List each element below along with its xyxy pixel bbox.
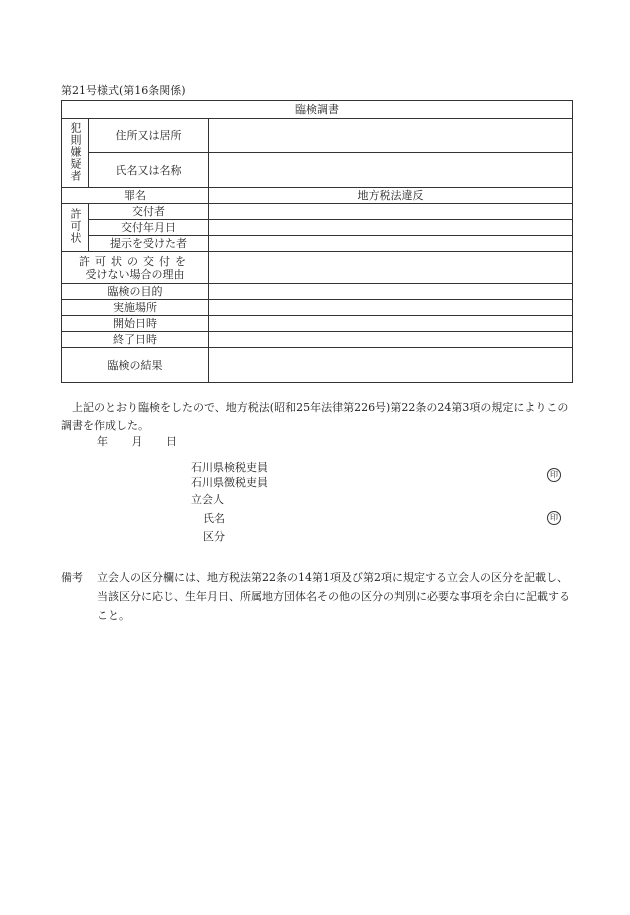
issue-date-value[interactable] (209, 220, 573, 236)
purpose-value[interactable] (209, 284, 573, 300)
place-value[interactable] (209, 300, 573, 316)
name-value[interactable] (209, 153, 573, 188)
place-label: 実施場所 (62, 300, 209, 316)
officer2-label: 石川県徴税吏員 (191, 476, 268, 489)
presented-value[interactable] (209, 236, 573, 252)
remarks-heading: 備考 (61, 571, 83, 584)
start-label: 開始日時 (62, 316, 209, 332)
year-label: 年 (97, 435, 108, 448)
result-label: 臨検の結果 (62, 348, 209, 383)
suspect-group-label: 犯則嫌疑者 (62, 119, 89, 188)
no-warrant-reason-label: 許可状の交付を 受けない場合の理由 (62, 252, 209, 284)
witness-name-label: 氏名 (203, 512, 225, 525)
seal-mark-witness: 印 (547, 511, 561, 525)
purpose-label: 臨検の目的 (62, 284, 209, 300)
end-value[interactable] (209, 332, 573, 348)
form-number: 第21号様式(第16条関係) (61, 84, 186, 97)
no-warrant-reason-value[interactable] (209, 252, 573, 284)
month-label: 月 (131, 435, 143, 448)
start-value[interactable] (209, 316, 573, 332)
table-title: 臨検調書 (62, 101, 573, 119)
officer1-label: 石川県検税吏員 (191, 461, 268, 474)
seal-mark-officer: 印 (547, 468, 561, 482)
issuer-label: 交付者 (89, 204, 209, 220)
date-line (97, 435, 197, 449)
issue-date-label: 交付年月日 (89, 220, 209, 236)
issuer-value[interactable] (209, 204, 573, 220)
presented-label: 提示を受けた者 (89, 236, 209, 252)
warrant-group-label: 許可状 (62, 204, 89, 252)
inspection-record-table (61, 100, 573, 383)
crime-value: 地方税法違反 (209, 188, 573, 204)
witness-label: 立会人 (191, 493, 224, 506)
declaration-text: 上記のとおり臨検をしたので、地方税法(昭和25年法律第226号)第22条の24第3項の規定によりこの調書を作成した。 (61, 401, 569, 432)
crime-label: 罪名 (62, 188, 209, 204)
day-label: 日 (166, 435, 177, 448)
name-label: 氏名又は名称 (89, 153, 209, 188)
witness-category-label: 区分 (203, 530, 225, 543)
end-label: 終了日時 (62, 332, 209, 348)
result-value[interactable] (209, 348, 573, 383)
address-value[interactable] (209, 119, 573, 153)
remarks-text: 立会人の区分欄には、地方税法第22条の14第1項及び第2項に規定する立会人の区分を記載し、当該区分に応じ、生年月日、所属地方団体名その他の区分の判別に必要な事項を余白に記載すること。 (97, 571, 570, 622)
address-label: 住所又は居所 (89, 119, 209, 153)
